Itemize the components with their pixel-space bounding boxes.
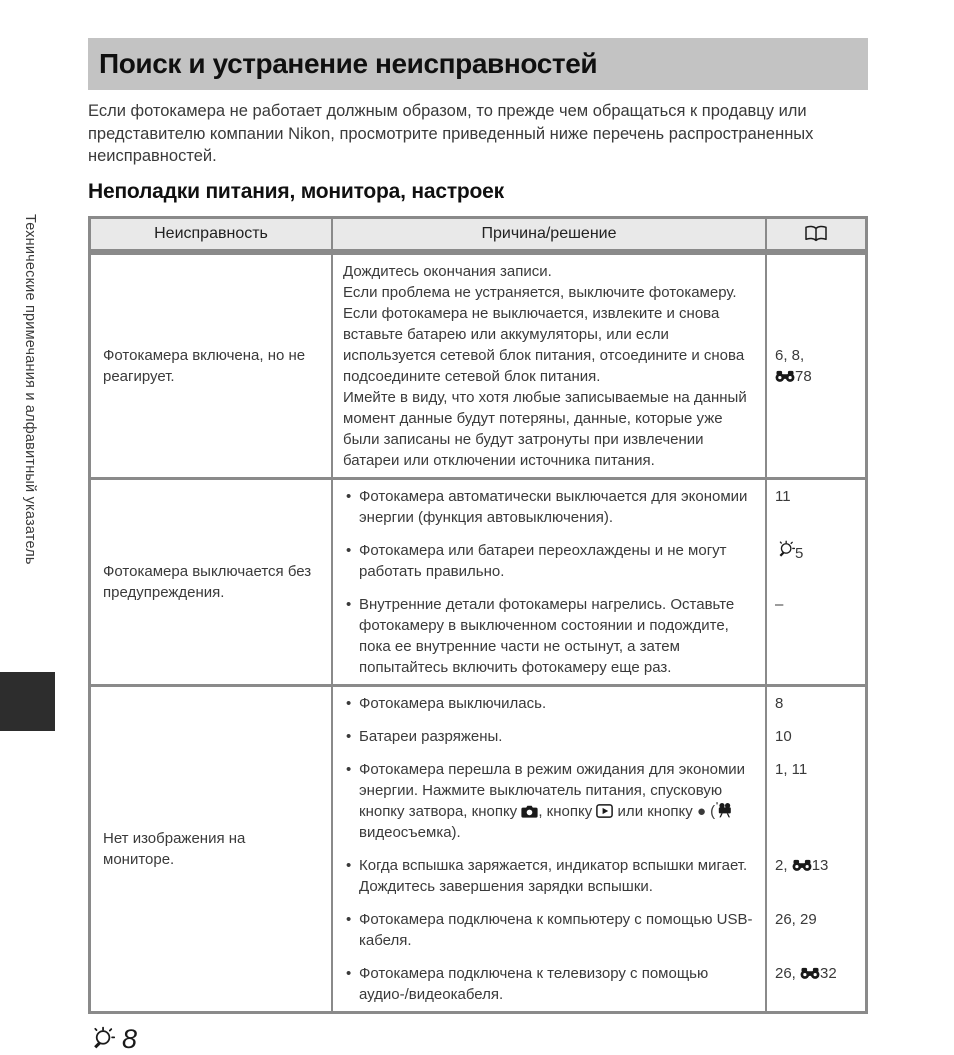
cause-solution-cell: [331, 534, 765, 588]
section-heading: Неполадки питания, монитора, настроек: [88, 179, 504, 203]
cause-ref-grid: [331, 480, 865, 684]
text-segment: Фотокамера подключена к компьютеру с помощью USB-кабеля.: [359, 910, 753, 949]
cause-solution-cell: [331, 957, 765, 1011]
solution-paragraph: [343, 282, 757, 303]
text-segment: Фотокамера или батареи переохлаждены и не могут работать правильно.: [359, 541, 727, 580]
text-segment: Фотокамера подключена к телевизору с помощью аудио-/видеокабеля.: [359, 964, 709, 1003]
page-ref-cell: [765, 534, 865, 588]
page-footer: [88, 1024, 868, 1055]
solution-paragraph: [343, 594, 757, 678]
solution-paragraph: [343, 759, 757, 843]
page-ref: [775, 855, 861, 876]
page-ref: [775, 540, 861, 564]
solution-paragraph: [343, 486, 757, 528]
cause-solution-cell: [331, 849, 765, 903]
table-header-row: [91, 219, 865, 252]
page-ref-cell: [765, 255, 865, 477]
problem-cell: [91, 687, 331, 1011]
playback-icon: [596, 804, 613, 818]
table-row: [91, 684, 865, 1011]
solution-paragraph: [343, 387, 757, 471]
text-segment: Если фотокамера не выключается, извлеките и снова вставьте батарею или аккумуляторы, или если используется сетевой блок питания, отсоедините и снова подсоедините сетевой блок питания.: [343, 304, 745, 385]
cause-solution-cell: [331, 720, 765, 753]
tips-icon: [775, 540, 795, 560]
problem-text: Нет изображения на мониторе.: [103, 829, 246, 868]
solution-paragraph: [343, 261, 757, 282]
cause-solution-cell: [331, 588, 765, 684]
bullet-marker: •: [346, 541, 352, 559]
reference-icon: [792, 858, 812, 872]
text-segment: Фотокамера перешла в режим ожидания для экономии энергии. Нажмите выключатель питания, спусковую кнопку затвора, кнопку: [359, 760, 746, 820]
text-segment: 5: [795, 544, 804, 562]
cause-solution-cell: [331, 480, 765, 534]
text-segment: Фотокамера выключилась.: [359, 694, 547, 712]
page-ref: [775, 726, 861, 747]
text-segment: , кнопку: [538, 802, 597, 820]
text-segment: Если проблема не устраняется, выключите фотокамеру.: [343, 283, 737, 301]
solution-paragraph: [343, 855, 757, 876]
text-segment: 1, 11: [775, 760, 808, 778]
cause-solution-cell: [331, 255, 765, 477]
solution-paragraph: [343, 540, 757, 582]
text-segment: Внутренние детали фотокамеры нагрелись. Оставьте фотокамеру в выключенном состоянии и подождите, пока ее внутренние части не остынут, а затем попытайтесь включить фотокамеру еще раз.: [359, 595, 735, 676]
text-segment: 11: [775, 487, 791, 505]
text-segment: 26, 29: [775, 910, 817, 928]
text-segment: или кнопку ● (: [613, 802, 716, 820]
page-ref: [775, 366, 861, 387]
page-ref-cell: [765, 849, 865, 903]
page-ref: [775, 594, 861, 615]
text-segment: 6, 8,: [775, 346, 805, 364]
text-segment: Имейте в виду, что хотя любые записываемые на данный момент данные будут потеряны, данные, которые уже были записаны не будут затронуты при извлечении батареи или отключении источника питания.: [343, 388, 747, 469]
movie-icon: [715, 802, 734, 818]
cause-ref-grid: [331, 255, 865, 477]
page-ref-cell: [765, 480, 865, 534]
problem-text: Фотокамера выключается без предупреждения.: [103, 562, 312, 601]
text-segment: 8: [775, 694, 784, 712]
bullet-marker: •: [346, 964, 352, 982]
section-tab: [0, 672, 55, 731]
reference-icon: [800, 966, 820, 980]
page-ref-cell: [765, 903, 865, 957]
text-segment: 32: [820, 964, 837, 982]
text-segment: Дождитесь завершения зарядки вспышки.: [359, 877, 653, 895]
text-segment: 2,: [775, 856, 792, 874]
column-header-problem: Неисправность: [154, 224, 268, 242]
problem-text: Фотокамера включена, но не реагирует.: [103, 346, 306, 385]
column-header-page: [765, 219, 865, 249]
cause-solution-cell: [331, 903, 765, 957]
troubleshooting-table: [88, 216, 868, 1014]
page-number: 8: [122, 1023, 138, 1054]
page-ref: [775, 693, 861, 714]
text-segment: Когда вспышка заряжается, индикатор вспышки мигает.: [359, 856, 748, 874]
manual-page: [88, 0, 868, 1055]
camera-icon: [521, 805, 538, 818]
text-segment: 13: [811, 856, 829, 874]
cause-solution-cell: [331, 687, 765, 720]
text-segment: 10: [775, 727, 792, 745]
text-segment: 26,: [775, 964, 801, 982]
text-segment: 78: [795, 367, 812, 385]
text-segment: Фотокамера автоматически выключается для экономии энергии (функция автовыключения).: [359, 487, 748, 526]
bullet-marker: •: [346, 694, 352, 712]
cause-ref-grid: [331, 687, 865, 1011]
problem-cell: [91, 255, 331, 477]
text-segment: –: [775, 595, 784, 613]
intro-paragraph: Если фотокамера не работает должным образом, то прежде чем обращаться к продавцу или представителю компании Nikon, просмотрите приведенный ниже перечень распространенных неисправностей.: [88, 102, 814, 165]
page-title: Поиск и устранение неисправностей: [88, 38, 868, 90]
bullet-marker: •: [346, 727, 352, 745]
table-row: [91, 477, 865, 684]
book-icon: [804, 225, 828, 242]
bullet-marker: •: [346, 910, 352, 928]
page-ref: [775, 345, 861, 366]
page-ref-cell: [765, 957, 865, 1011]
cause-solution-cell: [331, 753, 765, 849]
bullet-marker: •: [346, 487, 352, 505]
table-row: [91, 252, 865, 477]
page-ref: [775, 909, 861, 930]
solution-paragraph: [343, 726, 757, 747]
solution-paragraph: [343, 909, 757, 951]
solution-paragraph: [343, 303, 757, 387]
solution-paragraph: [343, 876, 757, 897]
page-ref-cell: [765, 720, 865, 753]
column-header-cause: Причина/решение: [331, 219, 765, 249]
page-ref-cell: [765, 588, 865, 684]
text-segment: Дождитесь окончания записи.: [343, 262, 552, 280]
solution-paragraph: [343, 693, 757, 714]
text-segment: видеосъемка).: [359, 823, 461, 841]
page-ref-cell: [765, 753, 865, 849]
reference-icon: [775, 369, 795, 383]
tips-icon: [88, 1026, 115, 1053]
page-ref: [775, 963, 861, 984]
sidebar-section-label: Технические примечания и алфавитный указатель: [22, 214, 38, 565]
solution-paragraph: [343, 963, 757, 1005]
page-ref: [775, 759, 861, 780]
page-ref-cell: [765, 687, 865, 720]
bullet-marker: •: [346, 595, 352, 613]
bullet-marker: •: [346, 856, 352, 874]
bullet-marker: •: [346, 760, 352, 778]
page-ref: [775, 486, 861, 507]
text-segment: Батареи разряжены.: [359, 727, 503, 745]
table-body: [91, 252, 865, 1011]
problem-cell: [91, 480, 331, 684]
